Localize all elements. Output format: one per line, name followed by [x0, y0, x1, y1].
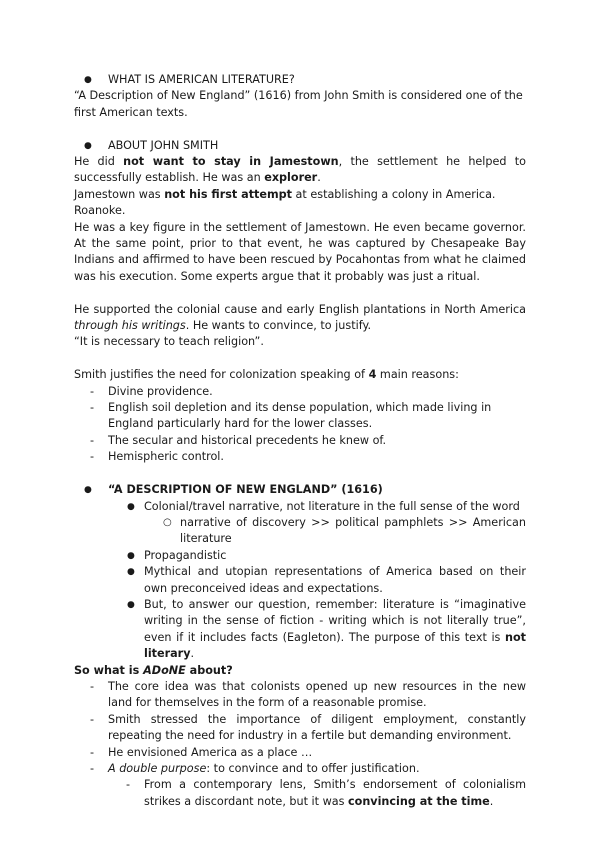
list-item: - Divine providence. — [74, 384, 526, 400]
list-item: - The core idea was that colonists opened up new resources in the new land for themselves in the form of a reasonable promise. — [74, 679, 526, 712]
list-item: - Hemispheric control. — [74, 449, 526, 465]
list-item: ● But, to answer our question, remember: literature is “imaginative writing in the sense of fiction - writing which is not literally true”, even if it includes facts (Eagleton). The purpose of this text is not literary. — [74, 597, 526, 663]
list-item: - Smith stressed the importance of diligent employment, constantly repeating the need for industry in a fertile but demanding environment. — [74, 712, 526, 745]
list-item: - A double purpose: to convince and to offer justification. — [74, 761, 526, 777]
list-item: ● Mythical and utopian representations of America based on their own preconceived ideas and expectations. — [74, 564, 526, 597]
section-description-new-england — [74, 482, 526, 662]
paragraph: He supported the colonial cause and early English plantations in North America through his writings. He wants to convince, to justify. — [74, 302, 526, 333]
reasons-list — [74, 384, 526, 466]
list-item: - He envisioned America as a place … — [74, 745, 526, 761]
section-heading: ● ABOUT JOHN SMITH — [74, 138, 526, 154]
section-american-literature — [74, 72, 526, 88]
paragraph: “It is necessary to teach religion”. — [74, 335, 264, 349]
section-heading: So what is ADoNE about? — [74, 663, 233, 677]
list-item: - From a contemporary lens, Smith’s endorsement of colonialism strikes a discordant note, but it was convincing at the time. — [74, 777, 526, 810]
paragraph: “A Description of New England” (1616) from John Smith is considered one of the first American texts. — [74, 89, 523, 119]
paragraph: He was a key figure in the settlement of Jamestown. He even became governor. At the same point, prior to that event, he was captured by Chesapeake Bay Indians and affirmed to have been rescued by Pocahontas from what he claimed was his execution. Some experts argue that it probably was just a ritual. — [74, 220, 526, 283]
list-item: ● Propagandistic — [74, 548, 526, 564]
list-item: ● Colonial/travel narrative, not literature in the full sense of the word — [74, 499, 526, 515]
adone-list — [74, 679, 526, 810]
list-item: - The secular and historical precedents he knew of. — [74, 433, 526, 449]
paragraph: Smith justifies the need for colonization speaking of 4 main reasons: — [74, 368, 459, 382]
section-heading: ● WHAT IS AMERICAN LITERATURE? — [74, 72, 526, 88]
document-body — [74, 72, 526, 810]
section-john-smith — [74, 138, 526, 154]
list-item: ○ narrative of discovery >> political pamphlets >> American literature — [74, 515, 526, 548]
section-heading: ● “A DESCRIPTION OF NEW ENGLAND” (1616) — [74, 482, 526, 498]
paragraph: He did not want to stay in Jamestown, the settlement he helped to successfully establish. He was an explorer. — [74, 155, 526, 185]
list-item: - English soil depletion and its dense population, which made living in England particularly hard for the lower classes. — [74, 400, 526, 433]
paragraph: Jamestown was not his first attempt at establishing a colony in America. Roanoke. — [74, 187, 496, 218]
